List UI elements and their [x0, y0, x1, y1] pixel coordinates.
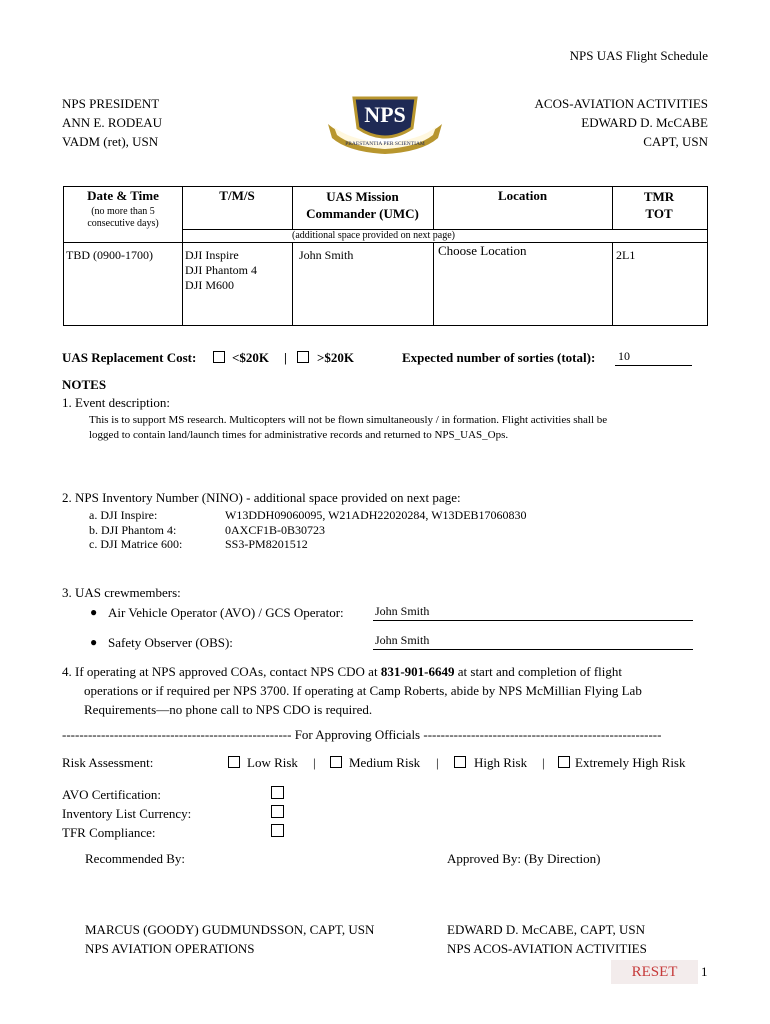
- reset-button[interactable]: RESET: [611, 960, 698, 984]
- low-risk-checkbox[interactable]: [228, 756, 240, 768]
- acos-rank: CAPT, USN: [643, 134, 708, 149]
- event-description-field[interactable]: [89, 413, 709, 443]
- high-risk-label: High Risk: [474, 755, 528, 770]
- col-header-date-note: [63, 206, 183, 230]
- table-col-divider-4-bottom: [612, 242, 613, 325]
- inventory-currency-checkbox[interactable]: [271, 805, 284, 818]
- tms-item: DJI Phantom 4: [185, 263, 257, 277]
- note-4-post: at start and completion of flight: [454, 664, 623, 679]
- replacement-cost-label: UAS Replacement Cost:: [62, 350, 197, 365]
- cost-under-20k-checkbox[interactable]: [213, 351, 225, 363]
- recommender-org: NPS AVIATION OPERATIONS: [85, 941, 255, 956]
- header-left-block: [62, 94, 162, 151]
- risk-separator: |: [542, 755, 545, 770]
- avo-value: John Smith: [375, 604, 430, 618]
- acos-title: ACOS-AVIATION ACTIVITIES: [534, 96, 708, 111]
- tfr-compliance-checkbox[interactable]: [271, 824, 284, 837]
- inventory-label: b. DJI Phantom 4:: [89, 522, 177, 537]
- recommender-name: MARCUS (GOODY) GUDMUNDSSON, CAPT, USN: [85, 922, 375, 937]
- acos-name: EDWARD D. McCABE: [581, 115, 708, 130]
- approver-name: EDWARD D. McCABE, CAPT, USN: [447, 922, 646, 937]
- low-risk-label: Low Risk: [247, 755, 298, 770]
- cost-over-20k-label: >$20K: [317, 350, 355, 365]
- document-title: NPS UAS Flight Schedule: [569, 48, 708, 63]
- extremely-high-risk-checkbox[interactable]: [558, 756, 570, 768]
- col-header-date: Date & Time: [87, 188, 159, 203]
- risk-separator: |: [313, 755, 316, 770]
- avo-certification-label: AVO Certification:: [62, 787, 162, 802]
- row-umc-field[interactable]: John Smith: [299, 248, 354, 262]
- note-4-pre: 4. If operating at NPS approved COAs, contact NPS CDO at: [62, 664, 381, 679]
- tmr-header-line2: TOT: [645, 206, 673, 221]
- notes-heading: NOTES: [62, 377, 107, 392]
- note-4-line3: Requirements—no phone call to NPS CDO is required.: [84, 702, 373, 717]
- col-header-location: Location: [497, 188, 548, 203]
- inventory-currency-label: Inventory List Currency:: [62, 806, 192, 821]
- recommended-by-label: Recommended By:: [85, 851, 186, 866]
- approver-block: [447, 920, 647, 958]
- cost-under-20k-label: <$20K: [232, 350, 270, 365]
- tms-item: DJI M600: [185, 278, 235, 292]
- row-tms-field[interactable]: [185, 248, 257, 293]
- obs-value: John Smith: [375, 633, 430, 647]
- president-rank: VADM (ret), USN: [62, 134, 159, 149]
- additional-space-note: (additional space provided on next page): [292, 230, 455, 241]
- president-title: NPS PRESIDENT: [62, 96, 160, 111]
- table-col-divider-2-bottom: [292, 242, 293, 325]
- high-risk-checkbox[interactable]: [454, 756, 466, 768]
- avo-certification-checkbox[interactable]: [271, 786, 284, 799]
- inventory-values[interactable]: [225, 508, 527, 552]
- page-number: 1: [701, 964, 708, 979]
- table-row-divider: [63, 242, 707, 243]
- sorties-value: 10: [618, 349, 630, 363]
- risk-separator: |: [436, 755, 439, 770]
- note-1-label: 1. Event description:: [62, 395, 170, 410]
- cost-separator: |: [284, 350, 287, 365]
- col-header-tms: T/M/S: [219, 188, 255, 203]
- row-tmr-field[interactable]: 2L1: [616, 248, 636, 262]
- avo-label: Air Vehicle Operator (AVO) / GCS Operator:: [108, 605, 344, 620]
- cost-over-20k-checkbox[interactable]: [297, 351, 309, 363]
- note-4: [62, 662, 722, 719]
- obs-label: Safety Observer (OBS):: [108, 635, 233, 650]
- cdo-phone: 831-901-6649: [380, 664, 455, 679]
- officials-divider: ----------------------------------------------------- For Approving Officials -------------------------------------------------------: [62, 727, 662, 742]
- col-header-umc: [292, 188, 433, 222]
- approver-org: NPS ACOS-AVIATION ACTIVITIES: [447, 941, 647, 956]
- recommender-block: [85, 920, 374, 958]
- note-2-label: 2. NPS Inventory Number (NINO) - additional space provided on next page:: [62, 490, 461, 505]
- date-note-line1: (no more than 5: [91, 206, 155, 217]
- inventory-label: c. DJI Matrice 600:: [89, 537, 183, 551]
- inventory-value: 0AXCF1B-0B30723: [225, 522, 326, 537]
- bullet-icon: ●: [90, 605, 98, 619]
- tms-item: DJI Inspire: [185, 248, 239, 262]
- umc-header-line2: Commander (UMC): [306, 206, 419, 221]
- medium-risk-label: Medium Risk: [349, 755, 421, 770]
- row-date-field[interactable]: TBD (0900-1700): [66, 248, 153, 262]
- risk-assessment-label: Risk Assessment:: [62, 755, 154, 770]
- logo-text: NPS: [364, 102, 406, 127]
- umc-header-line1: UAS Mission: [326, 189, 399, 204]
- header-right-block: [535, 94, 708, 151]
- event-description-line1: This is to support MS research. Multicopters will not be flown simultaneously / in formation. Flight activities shall be: [89, 414, 608, 426]
- location-dropdown[interactable]: Choose Location: [438, 243, 527, 258]
- note-4-line2: operations or if required per NPS 3700. If operating at Camp Roberts, abide by NPS McMillian Flying Lab: [84, 683, 642, 698]
- nps-logo-graphic: [326, 94, 444, 156]
- col-header-tmr: [612, 188, 706, 222]
- approved-by-label: Approved By: (By Direction): [447, 851, 601, 866]
- sorties-input[interactable]: [615, 349, 692, 366]
- officials-checks-labels: [62, 785, 191, 842]
- note-4-line1: [62, 662, 722, 681]
- president-name: ANN E. RODEAU: [62, 115, 163, 130]
- inventory-value: W13DDH09060095, W21ADH22020284, W13DEB17060830: [225, 508, 527, 522]
- nps-logo: [326, 94, 444, 156]
- inventory-labels: [89, 508, 182, 552]
- table-col-divider-3-bottom: [433, 242, 434, 325]
- avo-input[interactable]: [373, 604, 693, 621]
- obs-input[interactable]: [373, 633, 693, 650]
- inventory-label: a. DJI Inspire:: [89, 508, 158, 522]
- logo-motto: PRAESTANTIA PER SCIENTIAM: [345, 141, 425, 147]
- sorties-label: Expected number of sorties (total):: [402, 350, 596, 365]
- tmr-header-line1: TMR: [643, 189, 675, 204]
- event-description-line2: logged to contain land/launch times for administrative records and returned to NPS_UAS_Ops.: [89, 429, 509, 441]
- date-note-line2: consecutive days): [87, 218, 159, 229]
- note-3-label: 3. UAS crewmembers:: [62, 585, 181, 600]
- medium-risk-checkbox[interactable]: [330, 756, 342, 768]
- extremely-high-risk-label: Extremely High Risk: [575, 755, 686, 770]
- bullet-icon: ●: [90, 635, 98, 649]
- inventory-value: SS3-PM8201512: [225, 537, 308, 551]
- tfr-compliance-label: TFR Compliance:: [62, 825, 156, 840]
